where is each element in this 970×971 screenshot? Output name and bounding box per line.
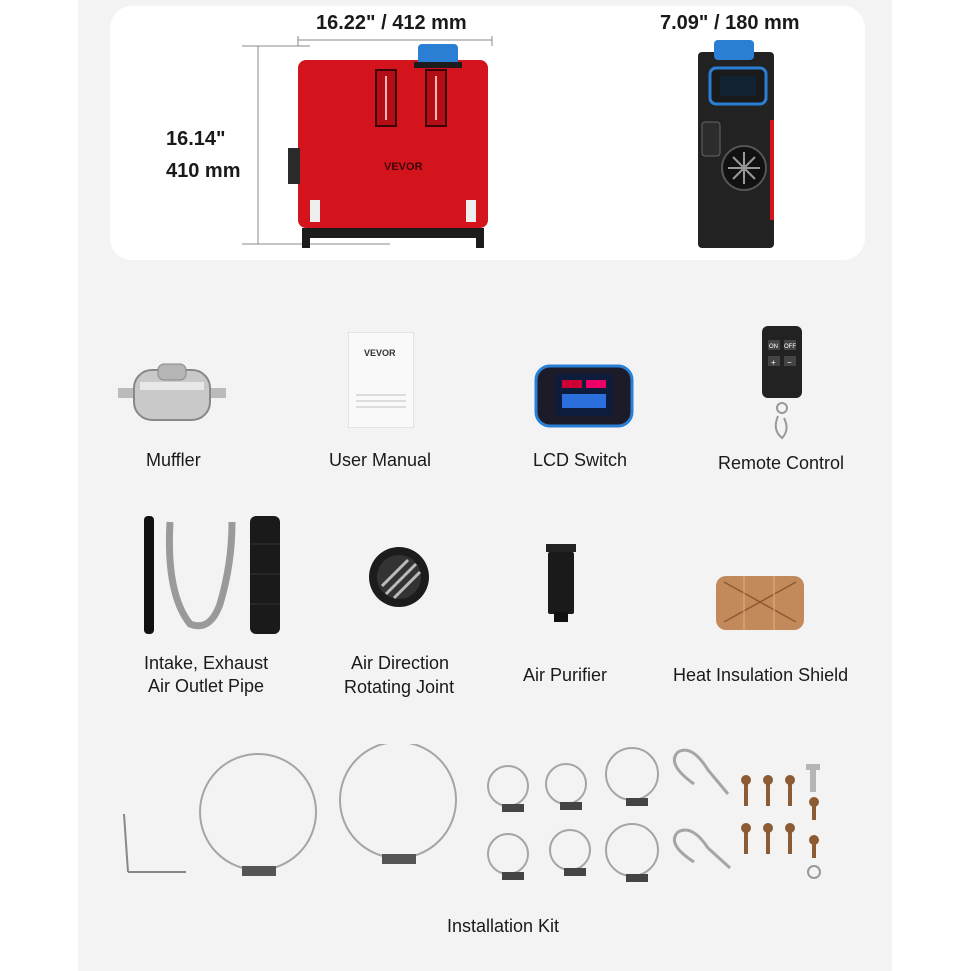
pipes-image	[140, 514, 286, 636]
manual-brand-text: VEVOR	[364, 348, 396, 358]
remote-control-label: Remote Control	[718, 453, 845, 473]
heat-shield-image	[714, 572, 806, 634]
user-manual-image	[348, 332, 414, 428]
heat-shield-label: Heat Insulation Shield	[673, 665, 849, 685]
air-purifier-image	[544, 544, 578, 622]
lcd-switch-image	[534, 364, 634, 430]
remote-control-image	[758, 326, 806, 442]
air-joint-label-line1: Air Direction	[351, 653, 450, 673]
remote-minus-text: −	[787, 358, 792, 367]
depth-dimension-label: 7.09" / 180 mm	[660, 12, 800, 34]
height-dimension-mm: 410 mm	[166, 160, 241, 182]
remote-off-text: OFF	[784, 344, 796, 350]
heater-front-image	[288, 44, 498, 250]
heater-side-image	[694, 40, 778, 250]
lcd-switch-label: LCD Switch	[533, 450, 628, 470]
air-joint-label-line2: Rotating Joint	[344, 677, 455, 697]
installation-kit-label: Installation Kit	[447, 916, 560, 936]
width-dimension-label: 16.22" / 412 mm	[316, 12, 467, 34]
air-direction-joint-image	[366, 546, 432, 608]
air-purifier-label: Air Purifier	[523, 665, 608, 685]
pipes-label-line1: Intake, Exhaust	[144, 653, 269, 673]
remote-plus-text: +	[771, 358, 776, 367]
user-manual-label: User Manual	[329, 450, 432, 470]
muffler-label: Muffler	[146, 450, 201, 470]
height-dimension-inches: 16.14"	[166, 128, 226, 150]
heater-brand-text: VEVOR	[384, 161, 423, 173]
installation-kit-image	[118, 744, 830, 884]
remote-on-text: ON	[769, 344, 778, 350]
pipes-label-line2: Air Outlet Pipe	[148, 676, 265, 696]
muffler-image	[118, 362, 226, 428]
